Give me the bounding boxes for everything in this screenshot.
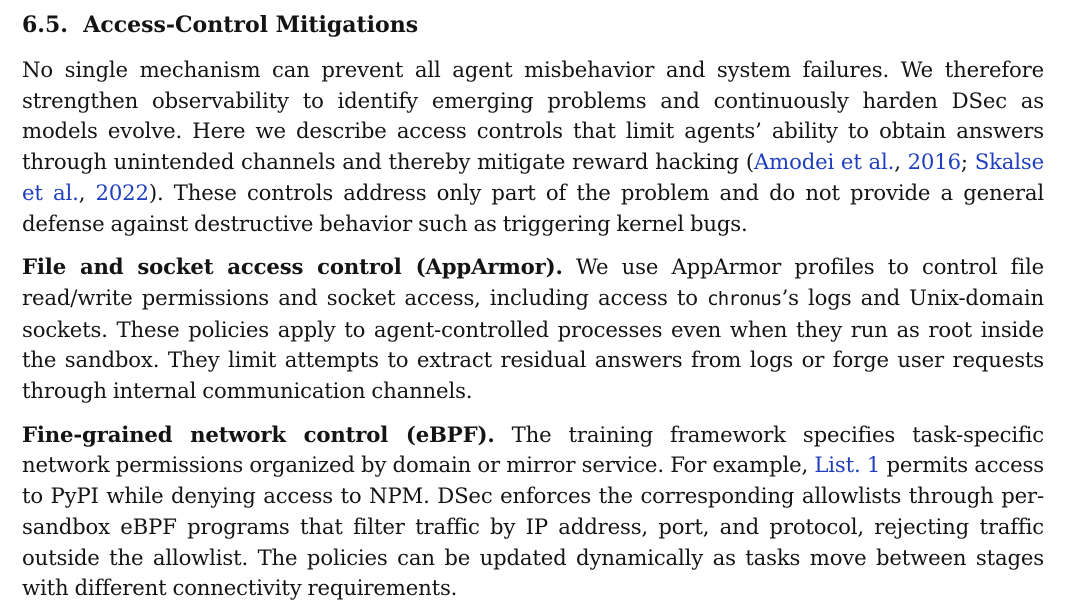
- citation-skalse-author: Skalse et al.: [22, 149, 1044, 205]
- intro-paragraph: [22, 55, 1044, 239]
- apparmor-text-2: ’s logs and Unix-domain sockets. These policies apply to agent-controlled processes even when they run as root inside the sandbox. They limit attempts to extract residual answers from logs or forge user requests through internal communication channels.: [22, 284, 1044, 404]
- citation-amodei-year[interactable]: 2016: [907, 149, 961, 175]
- section-heading: [22, 8, 1044, 42]
- citation-separator: ;: [960, 149, 975, 175]
- ebpf-text-1: The training framework specifies task-specific network permissions organized by domain or mirror service. For example,: [22, 421, 1044, 478]
- ebpf-text-2: permits access to PyPI while denying access to NPM. DSec enforces the corresponding allowlists through per-sandbox eBPF programs that filter traffic by IP address, port, and protocol, rejecting traffic outside the allowlist. The policies can be updated dynamically as tasks move between stages with different connectivity requirements.: [22, 452, 1044, 601]
- citation-separator-1: ,: [894, 149, 908, 175]
- citation-skalse-year[interactable]: 2022: [95, 179, 149, 205]
- intro-text-1: No single mechanism can prevent all agent misbehavior and system failures. We therefore strengthen observability to identify emerging problems and continuously harden DSec as models evolve. Here we describe access controls that limit agents’ ability to obtain answers through unintended channels and thereby mitigate reward hacking (: [22, 57, 1044, 175]
- section-title: Access-Control Mitigations: [83, 12, 419, 38]
- ebpf-heading: Fine-grained network control (eBPF).: [22, 421, 495, 447]
- apparmor-text-1: We use AppArmor profiles to control file read/write permissions and socket access, including access to: [22, 254, 1044, 310]
- apparmor-heading: File and socket access control (AppArmor).: [22, 254, 563, 280]
- section-number: 6.5.: [22, 12, 68, 38]
- chronus-code: chronus: [707, 287, 782, 310]
- intro-text-2: ). These controls address only part of the problem and do not provide a general defense against destructive behavior such as triggering kernel bugs.: [22, 179, 1044, 236]
- citation-amodei[interactable]: [754, 149, 894, 174]
- citation-separator-2: ,: [78, 179, 96, 205]
- listing-reference[interactable]: List. 1: [814, 452, 881, 478]
- citation-amodei-author: Amodei et al.: [754, 149, 895, 175]
- ebpf-paragraph: [22, 420, 1044, 604]
- apparmor-paragraph: [22, 252, 1044, 407]
